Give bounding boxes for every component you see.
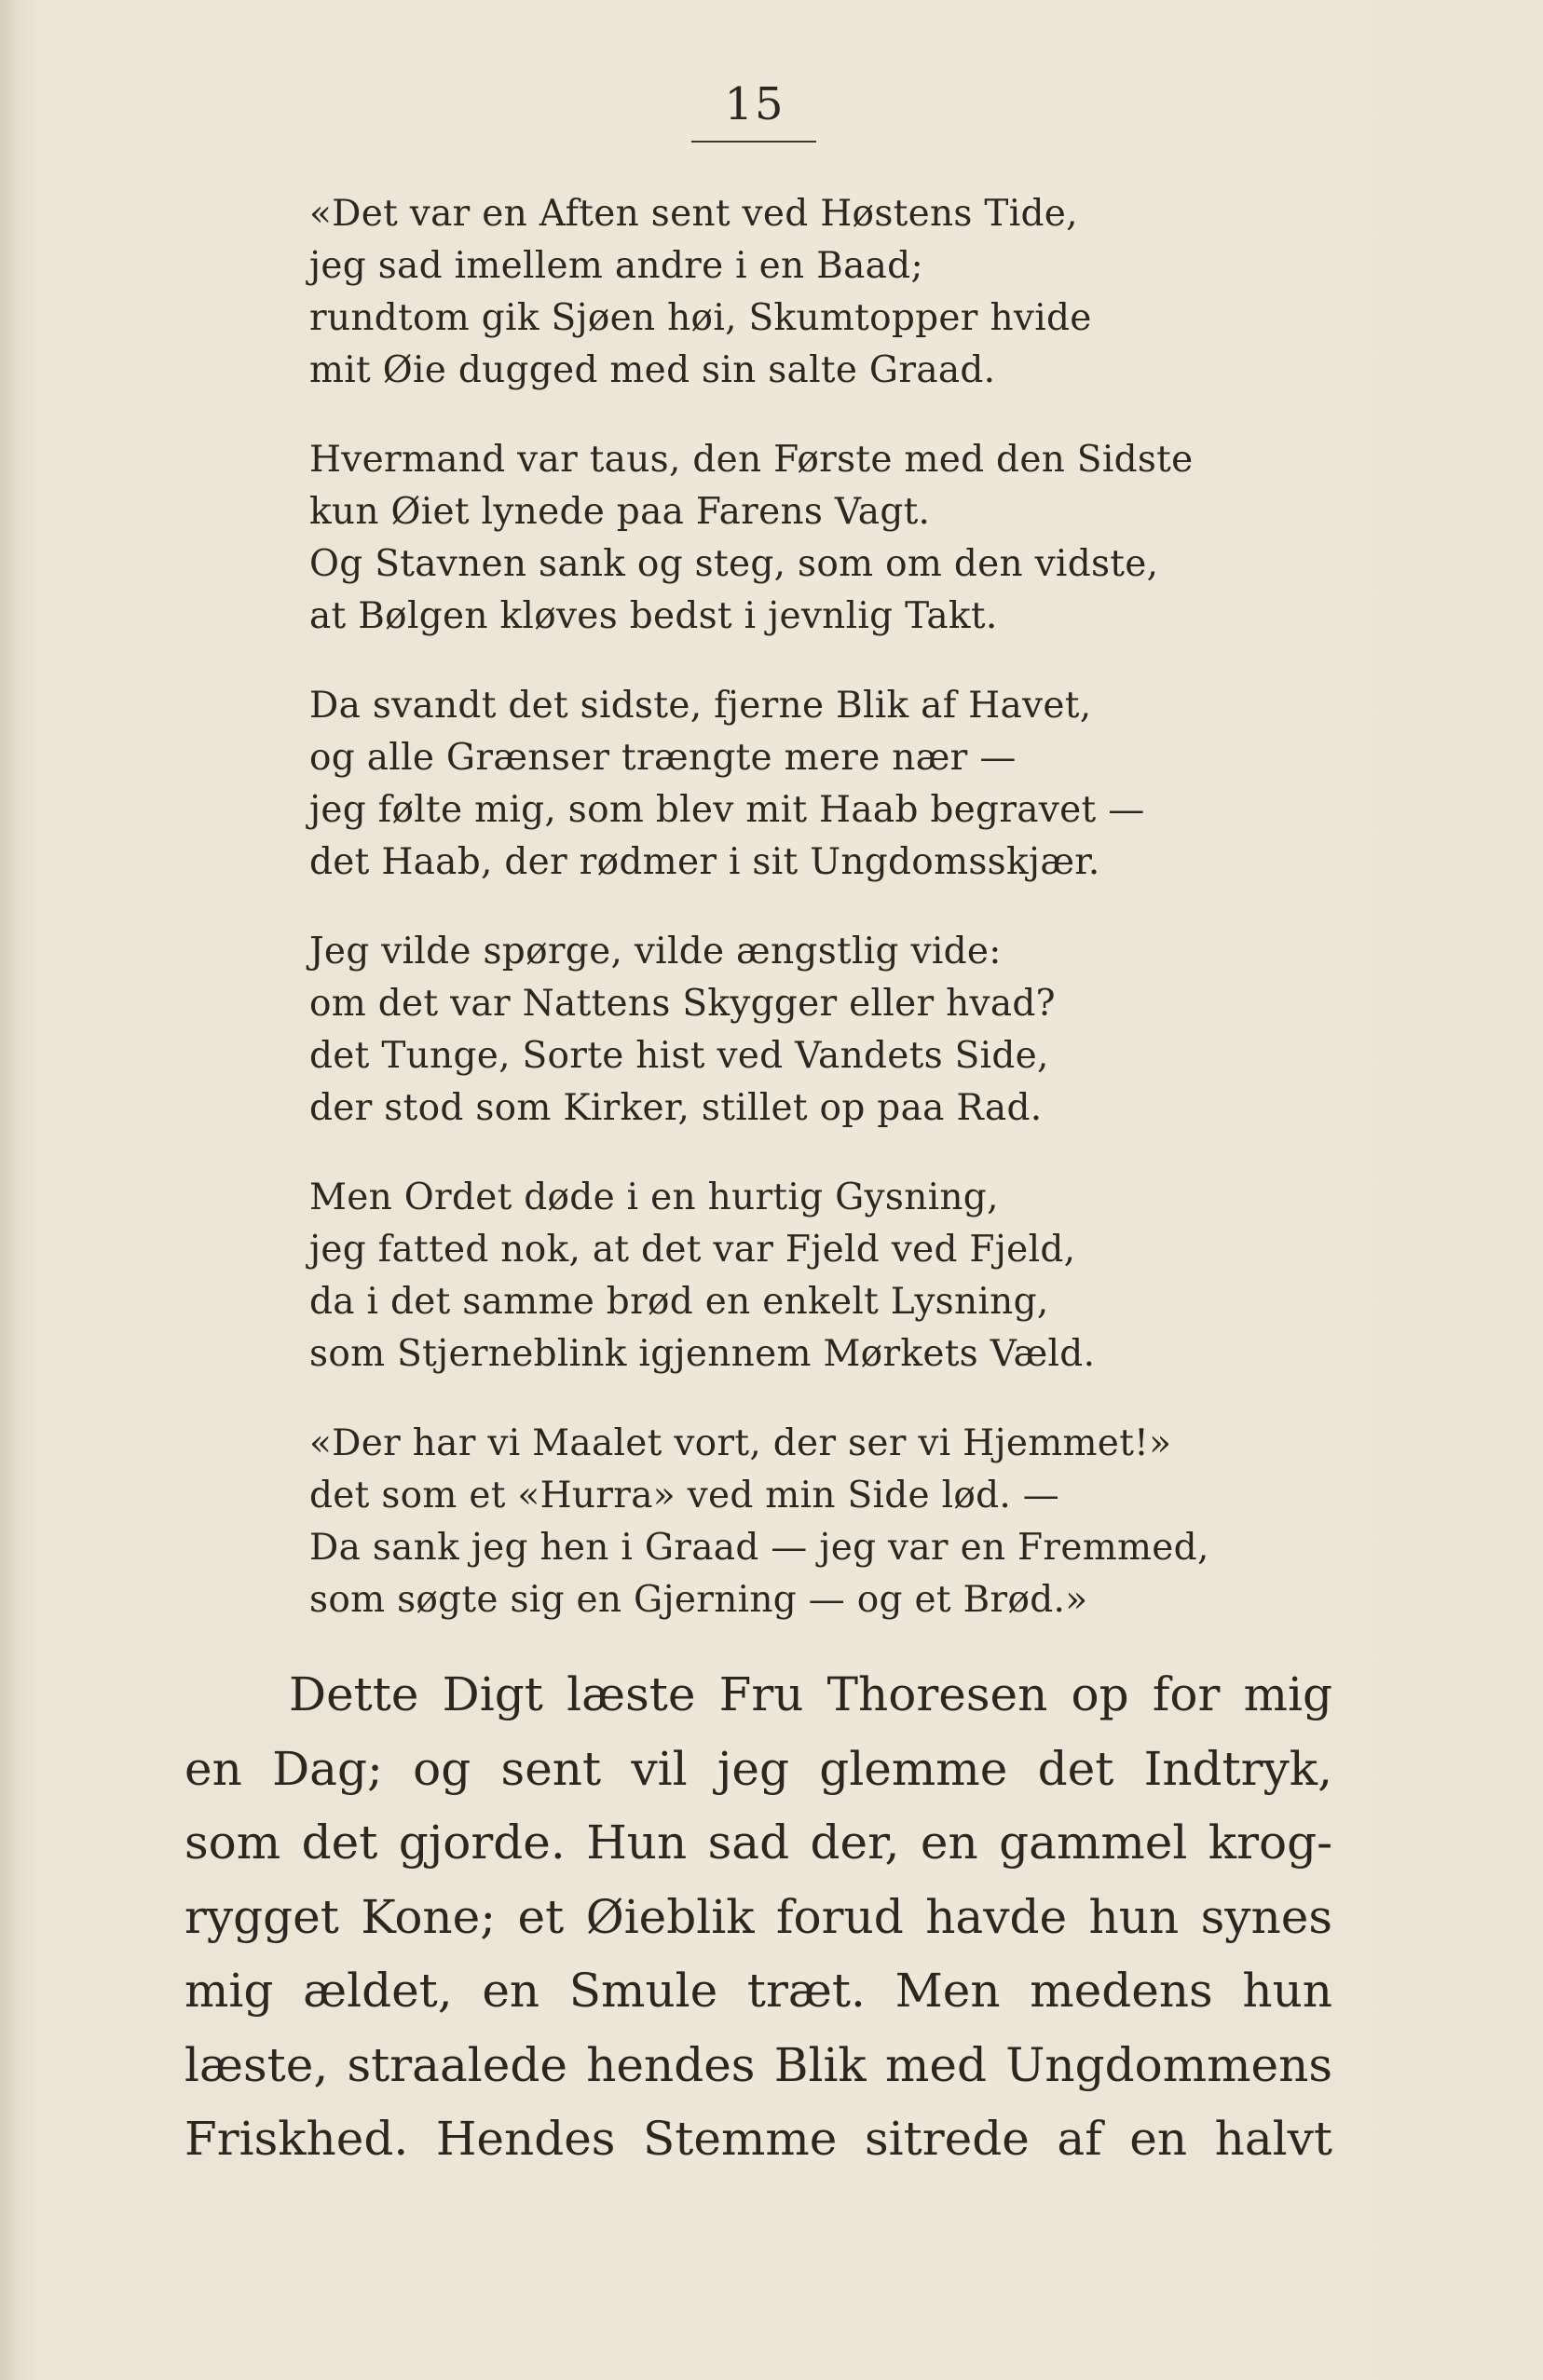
prose-paragraph (184, 1658, 1332, 2177)
poem-line: det Haab, der rødmer i sit Ungdomsskjær. (309, 841, 1100, 883)
poem-line: «Det var en Aften sent ved Høstens Tide, (309, 193, 1078, 235)
poem-line: Og Stavnen sank og steg, som om den vidste, (309, 543, 1159, 585)
page-number-rule (691, 141, 816, 143)
poem-line: at Bølgen kløves bedst i jevnlig Takt. (309, 595, 998, 637)
stanza-6 (309, 1418, 1316, 1626)
page-number: 15 (724, 78, 785, 130)
prose-line: som det gjorde. Hun sad der, en gammel krog- (184, 1816, 1332, 1870)
poem-line: jeg sad imellem andre i en Baad; (309, 245, 923, 287)
poem-line: rundtom gik Sjøen høi, Skumtopper hvide (309, 297, 1092, 339)
prose-line: en Dag; og sent vil jeg glemme det Indtryk, (184, 1741, 1332, 1796)
poem-line: Men Ordet døde i en hurtig Gysning, (309, 1176, 999, 1218)
poem-line: jeg følte mig, som blev mit Haab begravet — (309, 789, 1145, 831)
prose-line: Friskhed. Hendes Stemme sitrede af en halvt (184, 2112, 1332, 2166)
prose-line: mig ældet, en Smule træt. Men medens hun (184, 1964, 1332, 2018)
poem-line: som søgte sig en Gjerning — og et Brød.» (309, 1579, 1088, 1621)
binding-edge (0, 0, 20, 2380)
poem-line: Da svandt det sidste, fjerne Blik af Havet, (309, 685, 1092, 727)
poem-line: jeg fatted nok, at det var Fjeld ved Fjeld, (309, 1229, 1076, 1271)
stanza-4 (309, 926, 1316, 1135)
stanza-5 (309, 1172, 1316, 1380)
poem-line: mit Øie dugged med sin salte Graad. (309, 349, 996, 391)
poem (309, 188, 1316, 1664)
stanza-3 (309, 680, 1316, 889)
poem-line: Da sank jeg hen i Graad — jeg var en Fremmed, (309, 1527, 1209, 1569)
poem-line: som Stjerneblink igjennem Mørkets Væld. (309, 1333, 1096, 1375)
poem-line: og alle Grænser trængte mere nær — (309, 737, 1017, 779)
poem-line: Hvermand var taus, den Første med den Sidste (309, 439, 1194, 481)
prose-line: Dette Digt læste Fru Thoresen op for mig (289, 1667, 1332, 1721)
poem-line: kun Øiet lynede paa Farens Vagt. (309, 491, 931, 533)
poem-line: det Tunge, Sorte hist ved Vandets Side, (309, 1035, 1049, 1077)
poem-line: det som et «Hurra» ved min Side lød. — (309, 1475, 1060, 1516)
poem-line: om det var Nattens Skygger eller hvad? (309, 983, 1056, 1025)
prose-line: rygget Kone; et Øieblik forud havde hun synes (184, 1889, 1332, 1944)
poem-line: da i det samme brød en enkelt Lysning, (309, 1281, 1049, 1323)
prose-line: læste, straalede hendes Blik med Ungdommens (184, 2037, 1332, 2092)
poem-line: der stod som Kirker, stillet op paa Rad. (309, 1087, 1043, 1129)
poem-line: Jeg vilde spørge, vilde ængstlig vide: (309, 931, 1002, 972)
stanza-2 (309, 434, 1316, 643)
stanza-1 (309, 188, 1316, 397)
poem-line: «Der har vi Maalet vort, der ser vi Hjemmet!» (309, 1422, 1172, 1464)
